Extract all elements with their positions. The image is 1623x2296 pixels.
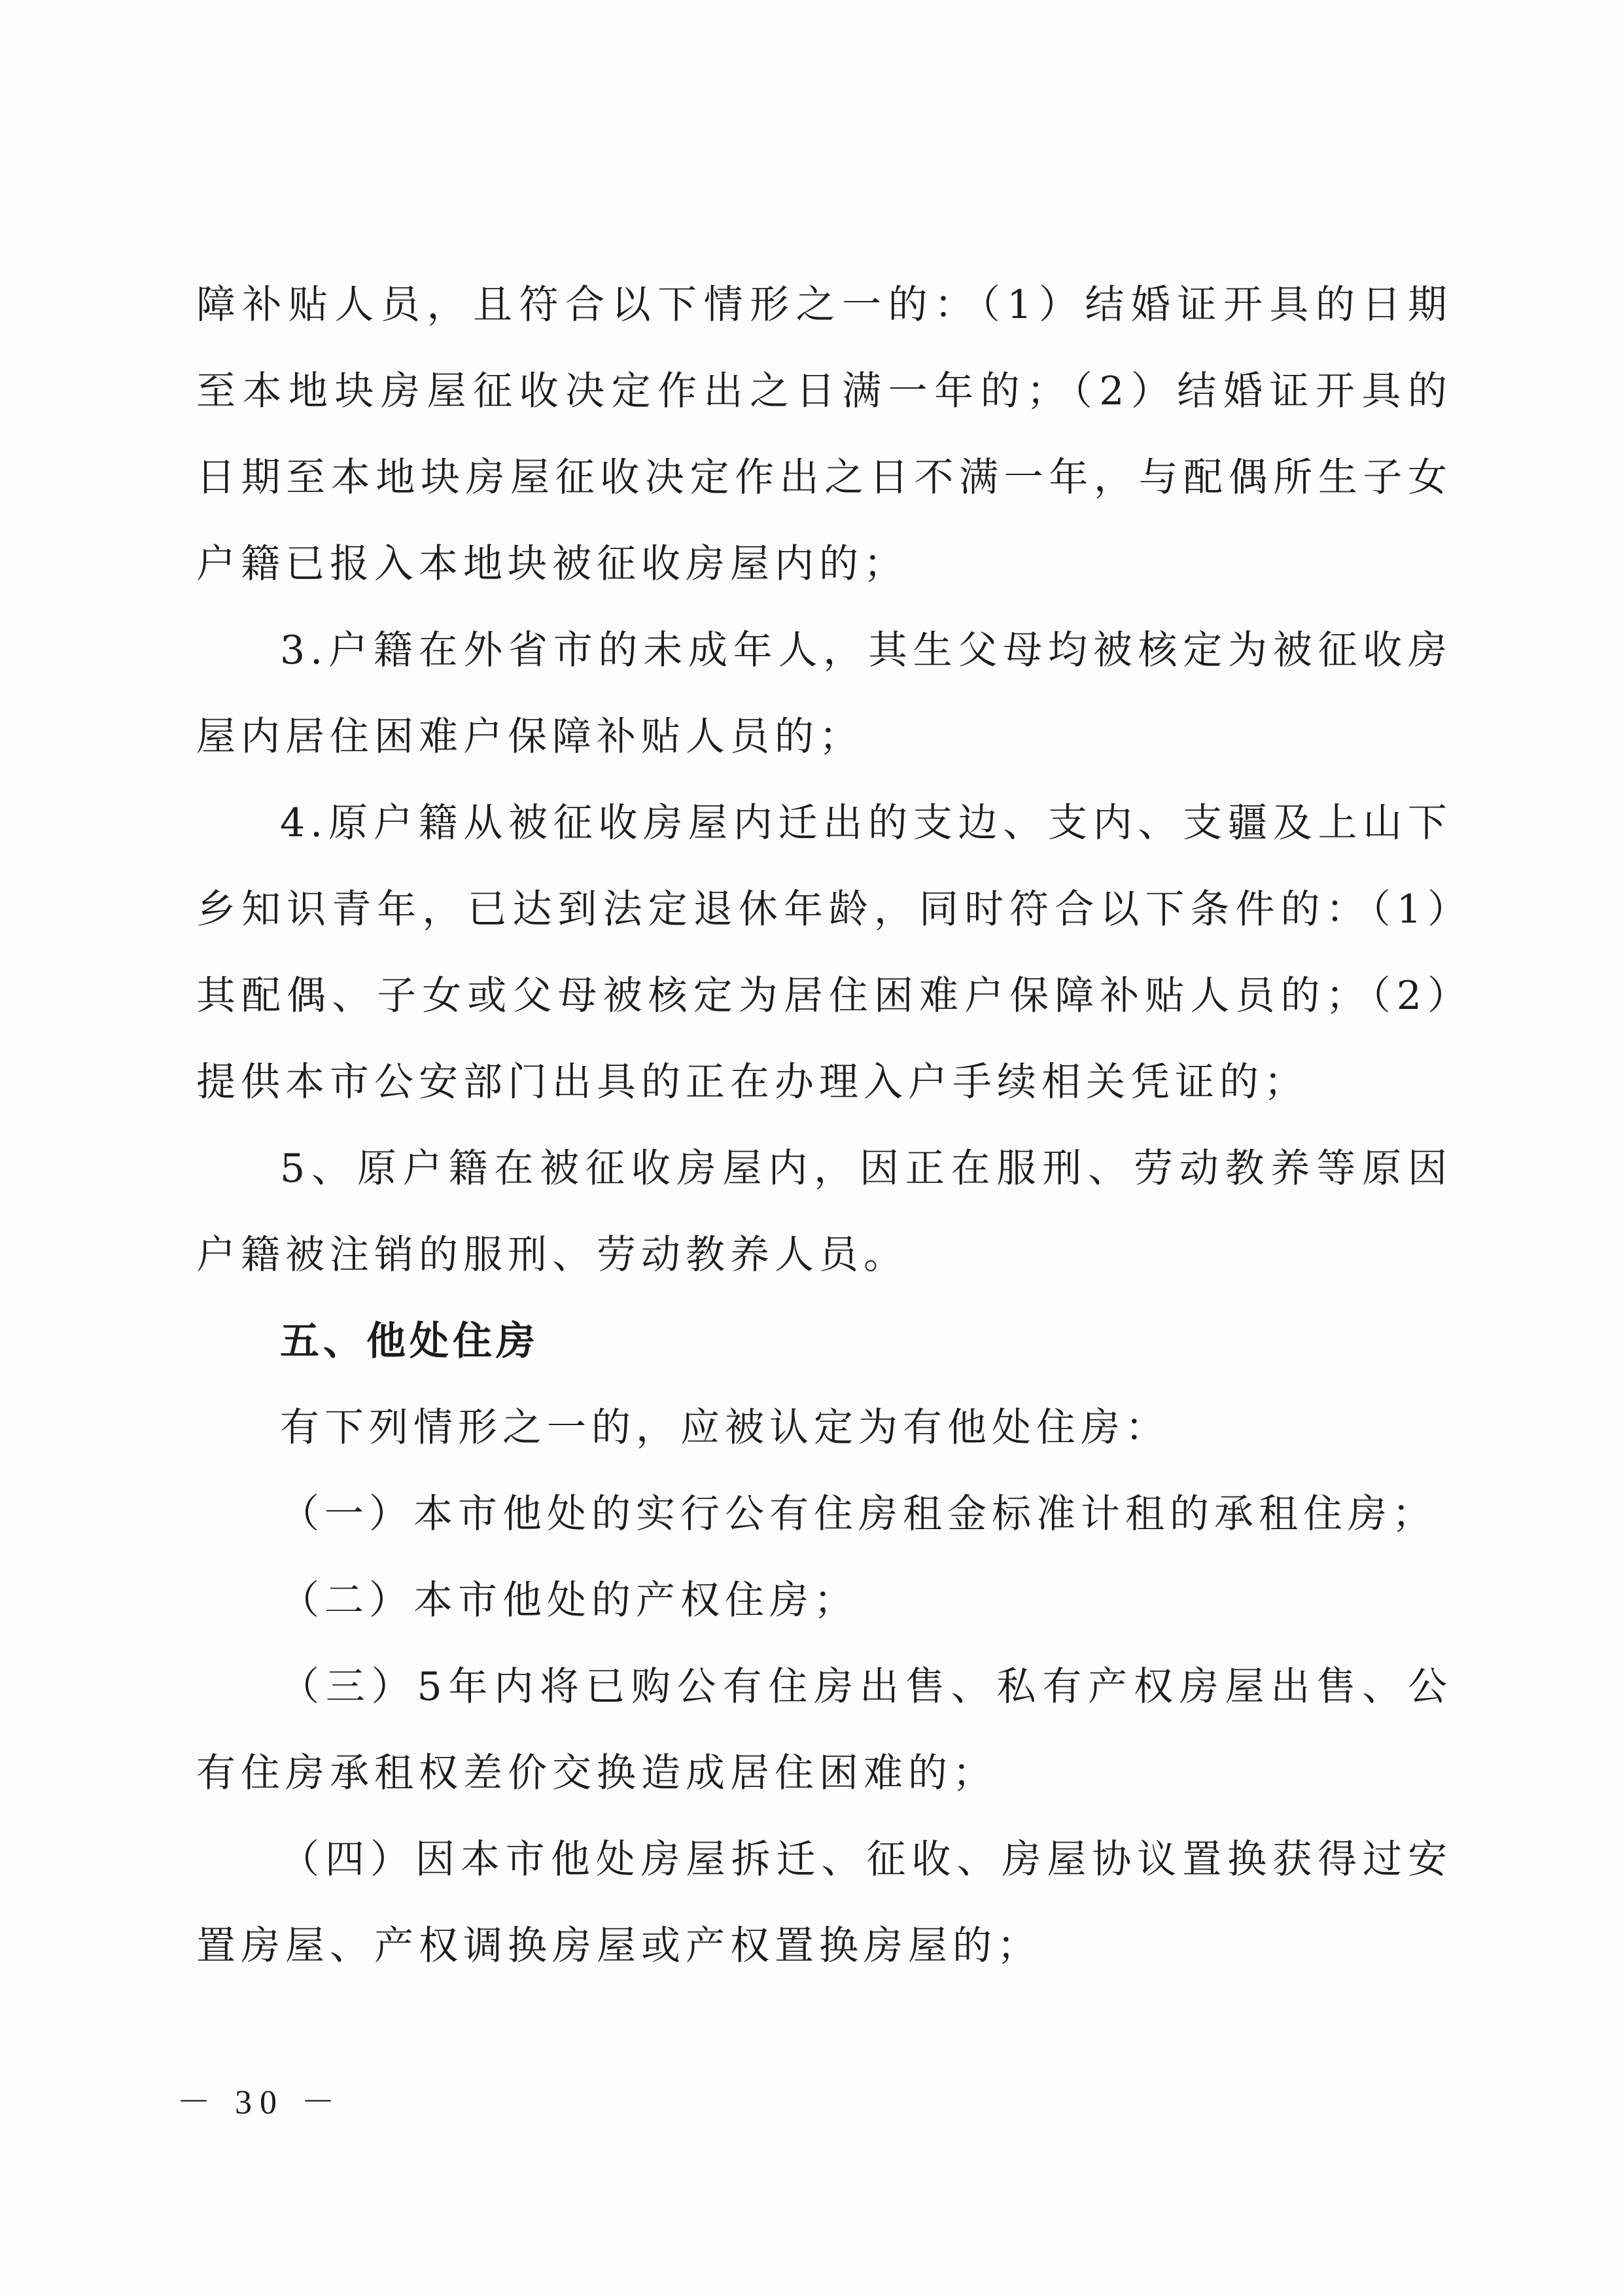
section-heading: 五、他处住房 [280,1318,539,1364]
paragraph-2: 3.户籍在外省市的未成年人，其生父母均被核定为被征收房屋内居住困难户保障补贴人员的； [196,627,1452,760]
section-paragraph-2: （一）本市他处的实行公有住房租金标准计租的承租住房； [280,1491,1437,1537]
section-paragraph-4: （三）5年内将已购公有住房出售、私有产权房屋出售、公有住房承租权差价交换造成居住困难的； [196,1664,1452,1796]
section-paragraph-1: 有下列情形之一的，应被认定为有他处住房： [280,1405,1170,1451]
paragraph-1: 障补贴人员，且符合以下情形之一的：（1）结婚证开具的日期至本地块房屋征收决定作出之日满一年的；（2）结婚证开具的日期至本地块房屋征收决定作出之日不满一年，与配偶所生子女户籍已报入本地块被征收房屋内的； [196,282,1452,587]
section-paragraph-3: （二）本市他处的产权住房； [280,1578,858,1623]
paragraph-3: 4.原户籍从被征收房屋内迁出的支边、支内、支疆及上山下乡知识青年，已达到法定退休年龄，同时符合以下条件的：（1）其配偶、子女或父母被核定为居住困难户保障补贴人员的；（2）提供本市公安部门出具的正在办理入户手续相关凭证的； [196,800,1452,1105]
page-number: － 30 － [177,2084,343,2121]
paragraph-4: 5、原户籍在被征收房屋内，因正在服刑、劳动教养等原因户籍被注销的服刑、劳动教养人员。 [196,1146,1452,1278]
section-paragraph-5: （四）因本市他处房屋拆迁、征收、房屋协议置换获得过安置房屋、产权调换房屋或产权置换房屋的； [196,1837,1452,1969]
document-body [196,262,1452,1989]
